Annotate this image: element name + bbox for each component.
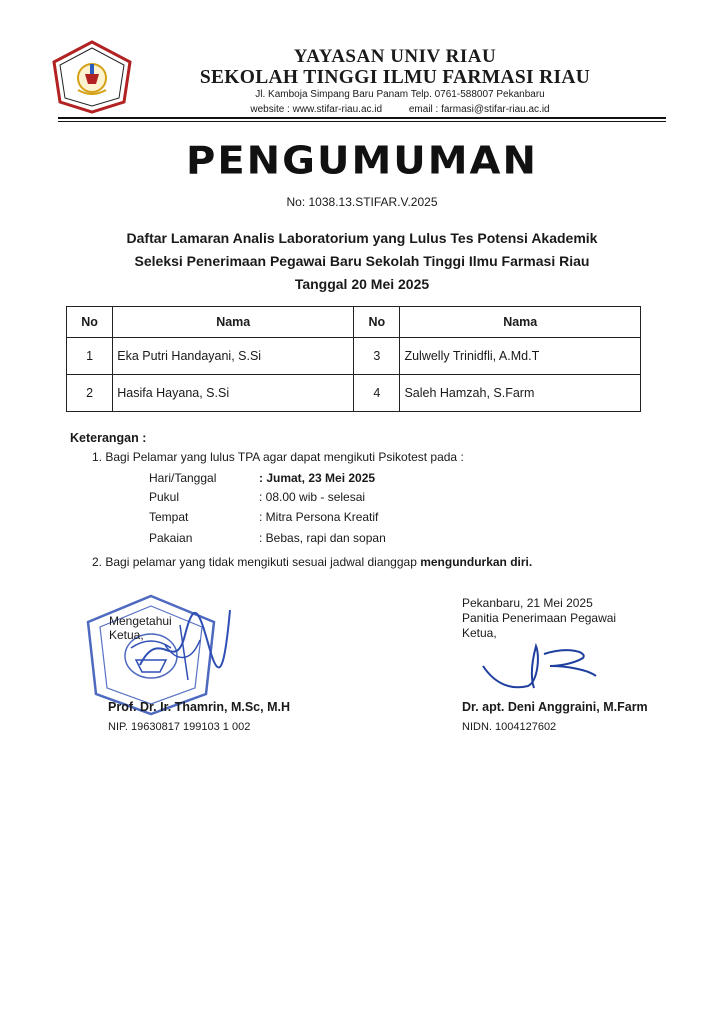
- header-rule-thin: [58, 121, 666, 122]
- cell-name: Zulwelly Trinidfli, A.Md.T: [400, 338, 641, 375]
- cell-no: 4: [354, 375, 400, 412]
- detail-value: : Bebas, rapi dan sopan: [259, 531, 386, 545]
- cell-no: 3: [354, 338, 400, 375]
- acknowledged-label: Mengetahui: [109, 614, 172, 628]
- notes-heading: Keterangan :: [70, 431, 147, 445]
- candidate-table: [66, 306, 641, 412]
- detail-label: Pukul: [149, 490, 180, 504]
- signature-right: [478, 636, 608, 696]
- detail-label: Tempat: [149, 510, 189, 524]
- signatory-id-left: NIP. 19630817 199103 1 002: [108, 721, 251, 733]
- table-row: [67, 338, 641, 375]
- signatory-name-left: Prof. Dr. Ir. Thamrin, M.Sc, M.H: [108, 700, 290, 714]
- committee-label: Panitia Penerimaan Pegawai: [462, 611, 617, 625]
- col-header-no-2: No: [354, 307, 400, 338]
- signatory-id-right: NIDN. 1004127602: [462, 721, 557, 733]
- chair-label-left: Ketua,: [109, 628, 144, 642]
- note-item-1: 1. Bagi Pelamar yang lulus TPA agar dapat mengikuti Psikotest pada :: [92, 450, 464, 464]
- website-link[interactable]: website : www.stifar-riau.ac.id: [250, 104, 383, 115]
- detail-label: Pakaian: [149, 531, 193, 545]
- detail-value: : 08.00 wib - selesai: [259, 490, 366, 504]
- org-line-1: YAYASAN UNIV RIAU: [293, 46, 497, 67]
- institution-logo: [50, 40, 134, 114]
- subtitle-line-2: Seleksi Penerimaan Pegawai Baru Sekolah Tinggi Ilmu Farmasi Riau: [134, 253, 590, 269]
- col-header-nama-2: Nama: [400, 307, 641, 338]
- note-item-2-emphasis: mengundurkan diri.: [420, 555, 533, 569]
- table-header-row: [67, 307, 641, 338]
- detail-row-time: [149, 490, 365, 504]
- email-link[interactable]: email : farmasi@stifar-riau.ac.id: [408, 104, 550, 115]
- cell-name: Hasifa Hayana, S.Si: [113, 375, 354, 412]
- detail-label: Hari/Tanggal: [149, 471, 217, 485]
- detail-row-attire: [149, 531, 386, 545]
- col-header-no: No: [67, 307, 113, 338]
- table-row: [67, 375, 641, 412]
- subtitle-date: Tanggal 20 Mei 2025: [294, 276, 430, 292]
- place-date: Pekanbaru, 21 Mei 2025: [462, 596, 593, 610]
- cell-name: Eka Putri Handayani, S.Si: [113, 338, 354, 375]
- detail-row-place: [149, 510, 378, 524]
- cell-no: 1: [67, 338, 113, 375]
- org-line-2: SEKOLAH TINGGI ILMU FARMASI RIAU: [199, 67, 591, 88]
- header-rule-thick: [58, 117, 666, 119]
- address: Jl. Kamboja Simpang Baru Panam Telp. 0761-588007 Pekanbaru: [255, 89, 545, 100]
- document-number: No: 1038.13.STIFAR.V.2025: [286, 195, 438, 209]
- col-header-nama: Nama: [113, 307, 354, 338]
- note-item-2-text: 2. Bagi pelamar yang tidak mengikuti sesuai jadwal dianggap: [92, 555, 421, 569]
- signatory-name-right: Dr. apt. Deni Anggraini, M.Farm: [462, 700, 648, 714]
- detail-value: : Jumat, 23 Mei 2025: [259, 471, 376, 485]
- note-item-2: [92, 555, 532, 569]
- detail-value: : Mitra Persona Kreatif: [259, 510, 379, 524]
- cell-no: 2: [67, 375, 113, 412]
- document-title: PENGUMUMAN: [186, 139, 538, 183]
- detail-row-date: [149, 471, 375, 485]
- chair-label-right: Ketua,: [462, 626, 497, 640]
- contact-line: [170, 104, 630, 115]
- subtitle-line-1: Daftar Lamaran Analis Laboratorium yang Lulus Tes Potensi Akademik: [126, 230, 598, 246]
- cell-name: Saleh Hamzah, S.Farm: [400, 375, 641, 412]
